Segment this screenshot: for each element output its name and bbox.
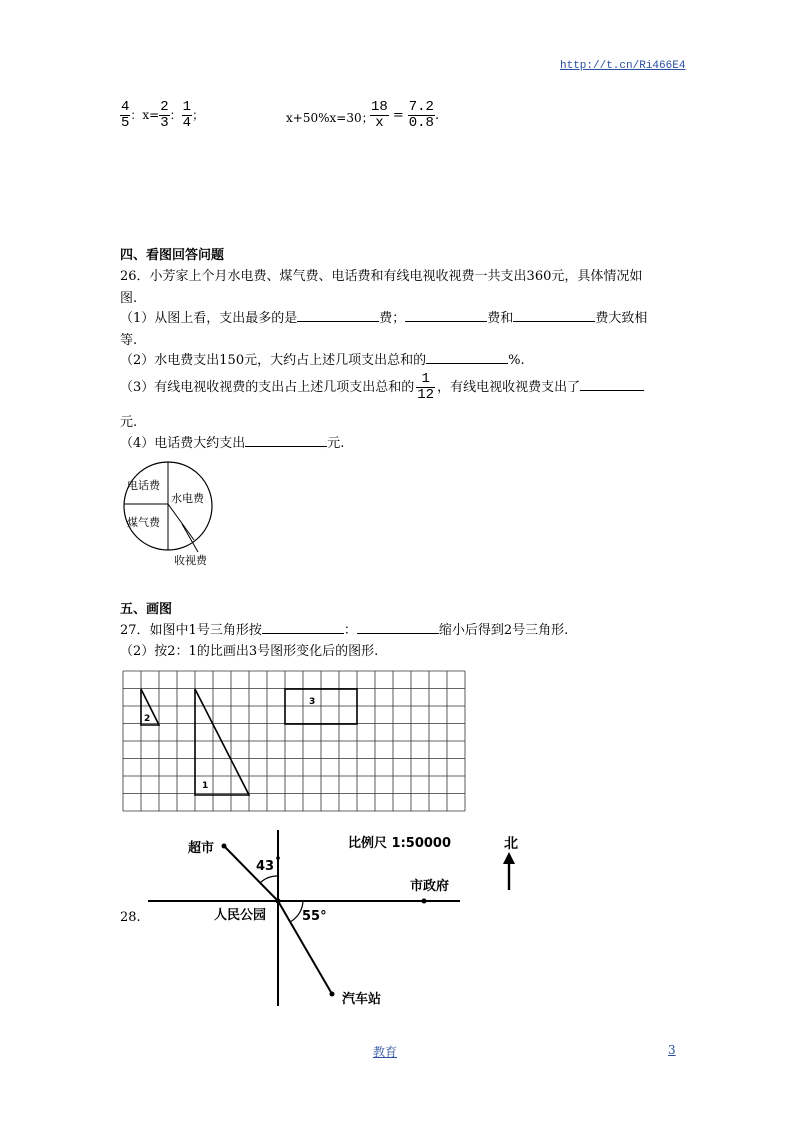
label-city-hall: 市政府 <box>410 879 450 894</box>
label-angle-55: 55° <box>302 909 327 924</box>
answer-blank[interactable] <box>426 351 508 364</box>
angle-arc-43 <box>260 876 278 883</box>
supermarket-point <box>222 844 227 849</box>
answer-blank[interactable] <box>297 309 379 322</box>
q26-part4: （4）电话费大约支出 元. <box>120 436 345 451</box>
pie-label-phone: 电话费 <box>127 479 160 492</box>
equation-2: x+50%x=30； <box>286 111 374 125</box>
pie-divider <box>168 504 194 540</box>
q28-number: 28. <box>120 910 141 925</box>
q26-text-2: 图. <box>120 291 138 306</box>
answer-blank[interactable] <box>513 309 595 322</box>
rectangle-3-label: 3 <box>309 697 316 707</box>
pie-label-tv: 收视费 <box>174 554 207 567</box>
q27-part2: （2）按2：1的比画出3号图形变化后的图形. <box>120 644 379 659</box>
pie-pointer <box>182 524 198 552</box>
label-supermarket: 超市 <box>188 841 215 856</box>
triangle-1 <box>195 689 249 795</box>
q26-part3: （3）有线电视收视费的支出占上述几项支出总和的 $\frac{1}{12}$ ，有线电视收视费支出了 <box>120 372 644 403</box>
pie-chart <box>118 456 228 572</box>
answer-blank[interactable] <box>262 621 344 634</box>
answer-blank[interactable] <box>357 621 439 634</box>
answer-blank[interactable] <box>245 434 327 447</box>
q26-part2: （2）水电费支出150元，大约占上述几项支出总和的 %. <box>120 353 525 368</box>
section-4-title: 四、看图回答问题 <box>120 248 225 263</box>
equation-3: $\frac{18}{x}$ = $\frac{7.2}{0.8}$ . <box>371 99 440 131</box>
bus-station-point <box>330 992 335 997</box>
header-link[interactable]: http://t.cn/Ri466E4 <box>560 60 686 72</box>
north-arrow-icon <box>503 852 515 890</box>
fraction: $\frac{18}{x}$ <box>371 99 388 131</box>
fraction: $\frac{1}{4}$ <box>182 99 192 131</box>
triangle-1-label: 1 <box>202 781 209 791</box>
label-north: 北 <box>504 836 518 852</box>
drawing-grid <box>120 668 466 814</box>
equation-1: $\frac{4}{5}$ ：x= $\frac{2}{3}$ ： $\frac{1}{4}$ ； <box>121 99 205 131</box>
fraction: $\frac{4}{5}$ <box>121 99 130 131</box>
section-5-title: 五、画图 <box>120 602 173 617</box>
q26-text-1: 26．小芳家上个月水电费、煤气费、电话费和有线电视收视费一共支出360元，具体情况如 <box>120 269 643 284</box>
q26-part1-cont: 等. <box>120 333 138 348</box>
grid-lines <box>123 671 465 811</box>
label-angle-43: 43 <box>256 859 275 874</box>
page-number: 3 <box>668 1043 676 1057</box>
pie-label-water: 水电费 <box>171 492 204 505</box>
fraction: $\frac{2}{3}$ <box>160 99 169 131</box>
q26-part3-cont: 元. <box>120 415 138 430</box>
answer-blank[interactable] <box>405 309 487 322</box>
label-scale: 比例尺 1:50000 <box>348 836 451 851</box>
q26-part1: （1）从图上看，支出最多的是 费； 费和 费大致相 <box>120 311 648 326</box>
pie-label-gas: 煤气费 <box>127 516 160 529</box>
footer-link[interactable]: 教育 <box>373 1045 398 1059</box>
angle-marker <box>276 856 280 860</box>
label-bus-station: 汽车站 <box>342 992 382 1007</box>
fraction: $\frac{1}{12}$ <box>417 371 435 403</box>
triangle-2-label: 2 <box>144 714 151 724</box>
direction-map <box>140 826 540 1012</box>
city-hall-point <box>422 899 427 904</box>
fraction: $\frac{7.2}{0.8}$ <box>408 99 434 131</box>
park-point <box>276 899 281 904</box>
q27-text: 27．如图中1号三角形按 ： 缩小后得到2号三角形. <box>120 623 569 638</box>
label-park: 人民公园 <box>214 908 267 923</box>
answer-blank[interactable] <box>580 378 644 391</box>
